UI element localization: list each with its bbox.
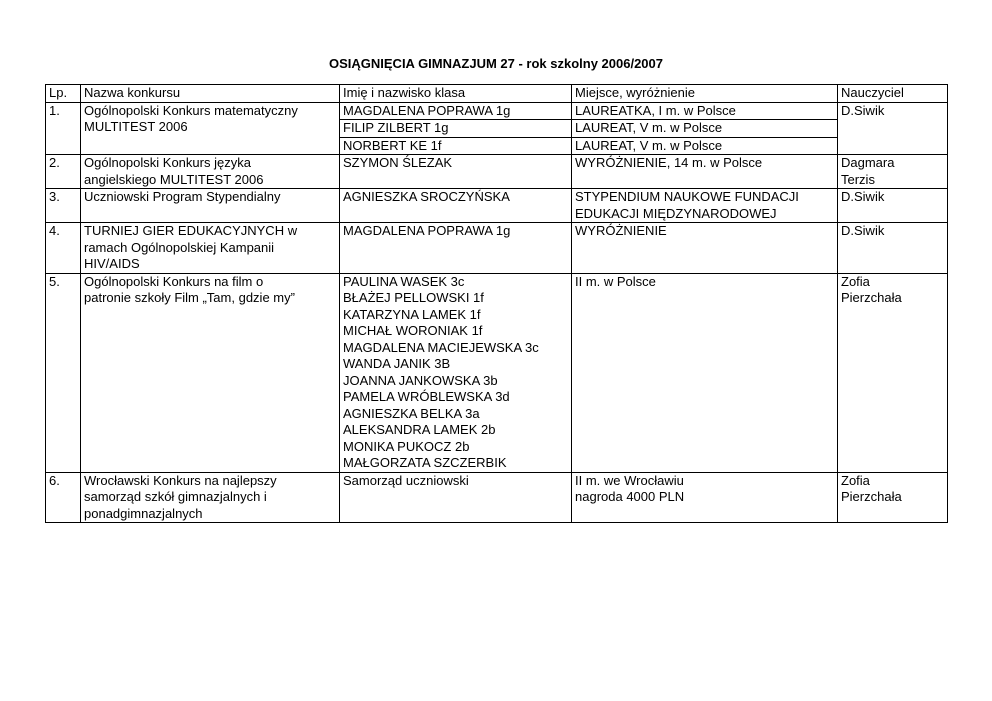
- contest-cell: [81, 223, 340, 274]
- teacher-line: Terzis: [841, 171, 875, 187]
- place-cell: WYRÓŻNIENIE, 14 m. w Polsce: [572, 155, 838, 189]
- place-line: nagroda 4000 PLN: [575, 489, 685, 504]
- header-place: Miejsce, wyróżnienie: [572, 85, 838, 103]
- place-line: STYPENDIUM NAUKOWE FUNDACJI: [575, 189, 799, 204]
- participant-name: WANDA JANIK 3B: [343, 356, 451, 371]
- contest-cell: Uczniowski Program Stypendialny: [81, 189, 340, 223]
- contest-line: patronie szkoły Film „Tam, gdzie my”: [84, 290, 295, 305]
- participant-name: MAŁGORZATA SZCZERBIK: [343, 455, 507, 470]
- participant-name: AGNIESZKA BELKA 3a: [343, 405, 480, 421]
- participant-name: MAGDALENA MACIEJEWSKA 3c: [343, 339, 539, 355]
- lp-cell: 5.: [46, 273, 81, 472]
- teacher-line: Zofia: [841, 273, 870, 289]
- lp-cell: 6.: [46, 472, 81, 523]
- lp-cell: 4.: [46, 223, 81, 274]
- teacher-line: Dagmara: [841, 155, 895, 170]
- contest-line: TURNIEJ GIER EDUKACYJNYCH w: [84, 223, 298, 238]
- place-cell: [572, 472, 838, 523]
- place-cell: LAUREAT, V m. w Polsce: [572, 137, 838, 155]
- contest-line: Ogólnopolski Konkurs na film o: [84, 273, 264, 289]
- teacher-cell: [838, 155, 948, 189]
- place-cell: LAUREAT, V m. w Polsce: [572, 120, 838, 138]
- participant-name: MONIKA PUKOCZ 2b: [343, 438, 470, 454]
- table-row: [46, 189, 948, 223]
- place-cell: LAUREATKA, I m. w Polsce: [572, 102, 838, 120]
- contest-line: MULTITEST 2006: [84, 119, 188, 134]
- teacher-cell: D.Siwik: [838, 223, 948, 274]
- teacher-line: Pierzchała: [841, 290, 902, 305]
- participant-name: KATARZYNA LAMEK 1f: [343, 306, 481, 322]
- header-teacher: Nauczyciel: [838, 85, 948, 103]
- teacher-cell: D.Siwik: [838, 102, 948, 155]
- table-row: [46, 155, 948, 189]
- table-row: [46, 223, 948, 274]
- name-cell: NORBERT KE 1f: [340, 137, 572, 155]
- place-line: II m. we Wrocławiu: [575, 472, 684, 488]
- name-cell: MAGDALENA POPRAWA 1g: [340, 102, 572, 120]
- participant-name: PAULINA WASEK 3c: [343, 273, 465, 289]
- place-line: EDUKACJI MIĘDZYNARODOWEJ: [575, 205, 777, 221]
- place-cell: II m. w Polsce: [572, 273, 838, 472]
- name-cell: SZYMON ŚLEZAK: [340, 155, 572, 189]
- name-cell: Samorząd uczniowski: [340, 472, 572, 523]
- participant-name: JOANNA JANKOWSKA 3b: [343, 372, 498, 388]
- contest-cell: [81, 155, 340, 189]
- contest-line: Ogólnopolski Konkurs matematyczny: [84, 102, 298, 118]
- name-cell: FILIP ZILBERT 1g: [340, 120, 572, 138]
- contest-cell: [81, 102, 340, 155]
- contest-line: angielskiego MULTITEST 2006: [84, 171, 264, 187]
- table-row: [46, 273, 948, 472]
- lp-cell: 2.: [46, 155, 81, 189]
- names-cell: [340, 273, 572, 472]
- contest-line: ramach Ogólnopolskiej Kampanii: [84, 239, 275, 255]
- lp-cell: 3.: [46, 189, 81, 223]
- name-cell: MAGDALENA POPRAWA 1g: [340, 223, 572, 274]
- header-lp: Lp.: [46, 85, 81, 103]
- header-contest: Nazwa konkursu: [81, 85, 340, 103]
- teacher-cell: [838, 273, 948, 472]
- table-row: [46, 102, 948, 120]
- contest-line: samorząd szkół gimnazjalnych i: [84, 489, 267, 504]
- table-row: [46, 472, 948, 523]
- name-cell: AGNIESZKA SROCZYŃSKA: [340, 189, 572, 223]
- teacher-line: Pierzchała: [841, 489, 902, 504]
- contest-line: Ogólnopolski Konkurs języka: [84, 155, 251, 170]
- contest-cell: [81, 273, 340, 472]
- lp-cell: 1.: [46, 102, 81, 155]
- page-title: OSIĄGNIĘCIA GIMNAZJUM 27 - rok szkolny 2006/2007: [328, 56, 663, 71]
- participant-name: BŁAŻEJ PELLOWSKI 1f: [343, 290, 484, 305]
- participant-name: ALEKSANDRA LAMEK 2b: [343, 422, 496, 437]
- contest-line: Wrocławski Konkurs na najlepszy: [84, 472, 277, 488]
- contest-cell: [81, 472, 340, 523]
- achievements-table: [45, 84, 948, 523]
- teacher-line: Zofia: [841, 472, 870, 488]
- header-name: Imię i nazwisko klasa: [340, 85, 572, 103]
- contest-line: ponadgimnazjalnych: [84, 505, 203, 521]
- place-cell: [572, 189, 838, 223]
- participant-name: PAMELA WRÓBLEWSKA 3d: [343, 389, 510, 404]
- participant-name: MICHAŁ WORONIAK 1f: [343, 323, 483, 338]
- contest-line: HIV/AIDS: [84, 256, 140, 271]
- place-cell: WYRÓŻNIENIE: [572, 223, 838, 274]
- teacher-cell: D.Siwik: [838, 189, 948, 223]
- teacher-cell: [838, 472, 948, 523]
- table-header-row: [46, 85, 948, 103]
